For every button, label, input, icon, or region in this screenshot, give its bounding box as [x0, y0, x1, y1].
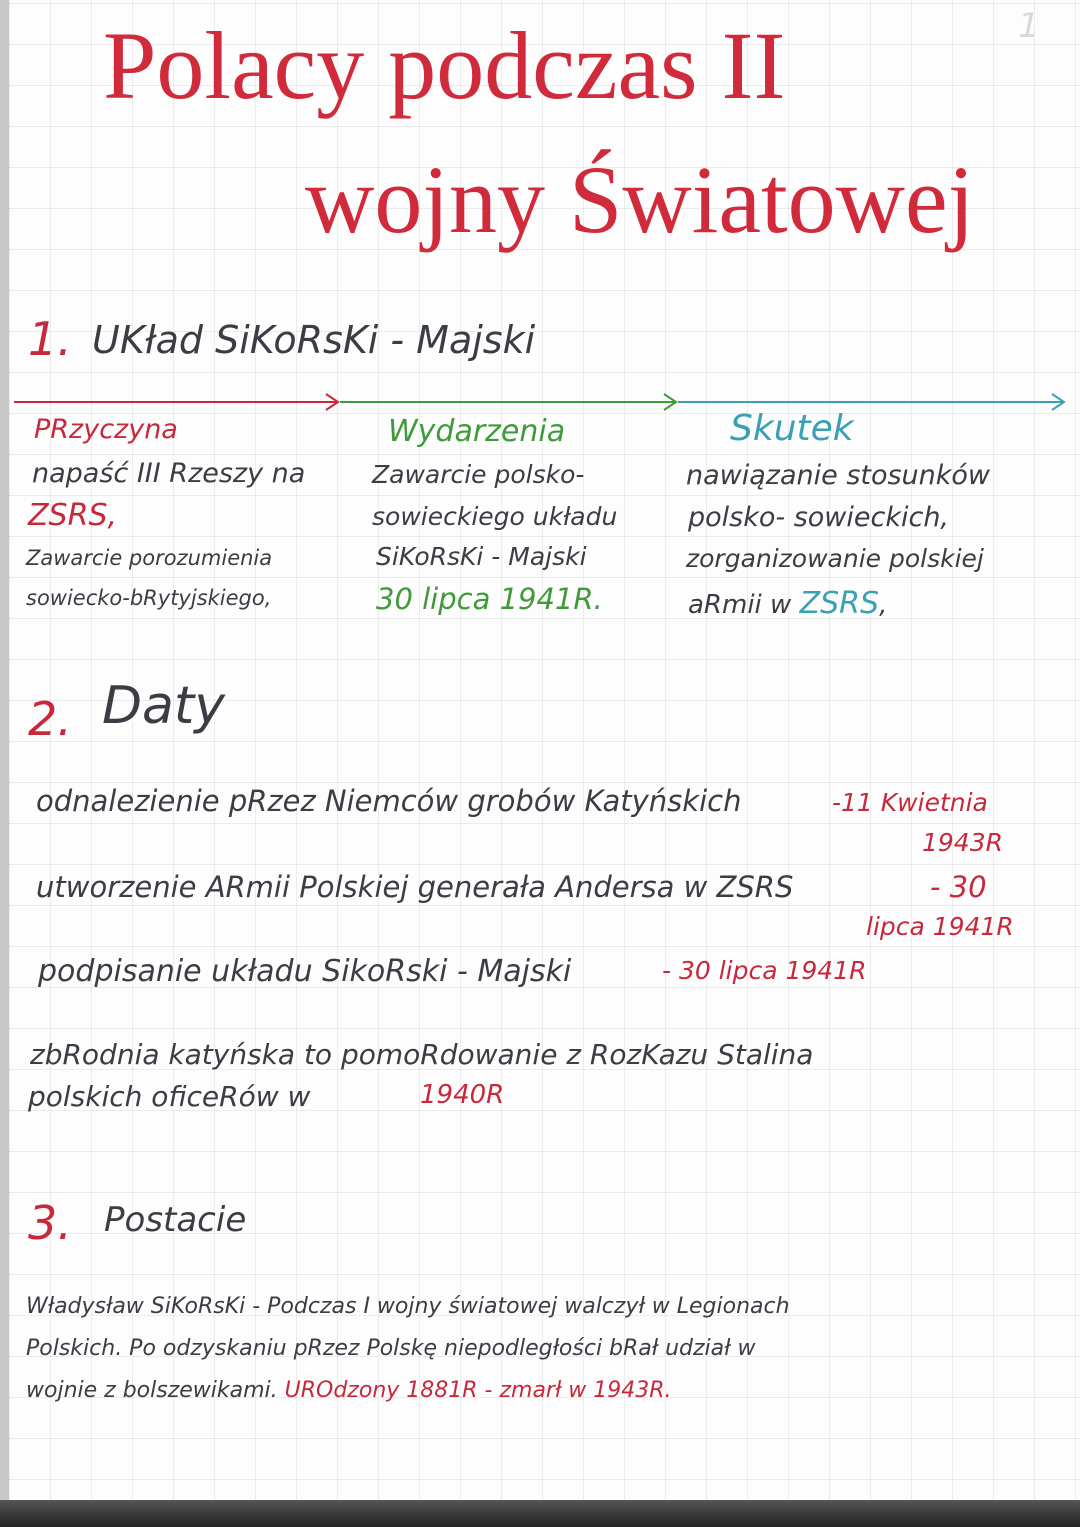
cause-line-2: ZSRS,	[28, 498, 118, 533]
section-3-number: 3.	[28, 1196, 72, 1250]
sikorski-line-3-prefix: wojnie z bolszewikami.	[26, 1378, 278, 1403]
cause-line-3: Zawarcie porozumienia	[26, 546, 273, 570]
katyn-note-line-2: polskich oficeRów w	[28, 1080, 311, 1113]
section-1-heading: UKład SiKoRsKi - Majski	[92, 318, 536, 362]
title-line-2: wojny Światowej	[305, 146, 975, 253]
events-line-1: Zawarcie polsko-	[372, 460, 585, 489]
events-line-3: SiKoRsKi - Majski	[376, 542, 587, 571]
page-bottom-edge	[0, 1500, 1080, 1527]
page-left-edge	[0, 0, 9, 1527]
section-3-heading: Postacie	[104, 1200, 247, 1240]
katyn-note-date: 1940R	[420, 1080, 505, 1110]
sikorski-line-3	[26, 1378, 672, 1403]
effect-line-3: zorganizowanie polskiej	[686, 544, 984, 573]
events-header: Wydarzenia	[388, 414, 566, 449]
effect-header: Skutek	[730, 408, 854, 449]
page-number: 1	[1018, 6, 1040, 46]
date-item-1-year: 1943R	[922, 828, 1003, 857]
effect-line-4	[688, 586, 887, 621]
events-line-2: sowieckiego układu	[372, 502, 618, 531]
effect-line-2: polsko- sowieckich,	[688, 502, 950, 533]
date-item-2-year: lipca 1941R	[866, 912, 1014, 941]
cause-line-1: napaść III Rzeszy na	[32, 458, 306, 489]
effect-line-1: nawiązanie stosunków	[686, 460, 991, 491]
effect-line-4-suffix: ,	[879, 590, 888, 620]
events-date: 30 lipca 1941R.	[376, 582, 603, 616]
date-item-2-text: utworzenie ARmii Polskiej generała Andersa w ZSRS	[36, 870, 794, 904]
section-1-number: 1.	[28, 312, 72, 366]
sikorski-line-2: Polskich. Po odzyskaniu pRzez Polskę niepodległości bRał udział w	[26, 1336, 756, 1361]
sikorski-line-1: Władysław SiKoRsKi - Podczas I wojny światowej walczył w Legionach	[26, 1294, 790, 1319]
date-item-1-text: odnalezienie pRzez Niemców grobów Katyńskich	[36, 784, 742, 818]
sikorski-lifespan: UROdzony 1881R - zmarł w 1943R.	[284, 1378, 672, 1403]
cause-header: PRzyczyna	[34, 414, 178, 445]
section-2-number: 2.	[28, 692, 72, 746]
section-2-heading: Daty	[102, 676, 226, 736]
date-item-2-date: - 30	[930, 870, 987, 904]
effect-line-4-prefix: aRmii w	[688, 590, 792, 620]
date-item-3-text: podpisanie układu SikoRski - Majski	[38, 954, 572, 989]
cause-event-effect-arrows	[10, 390, 1070, 414]
date-item-3-date: - 30 lipca 1941R	[662, 956, 867, 985]
title-line-1: Polacy podczas II	[103, 12, 786, 119]
katyn-note-line-1: zbRodnia katyńska to pomoRdowanie z RozKazu Stalina	[30, 1038, 814, 1071]
effect-zsrs: ZSRS	[799, 586, 880, 621]
date-item-1-date: -11 Kwietnia	[832, 788, 988, 817]
cause-line-4: sowiecko-bRytyjskiego,	[26, 586, 272, 610]
